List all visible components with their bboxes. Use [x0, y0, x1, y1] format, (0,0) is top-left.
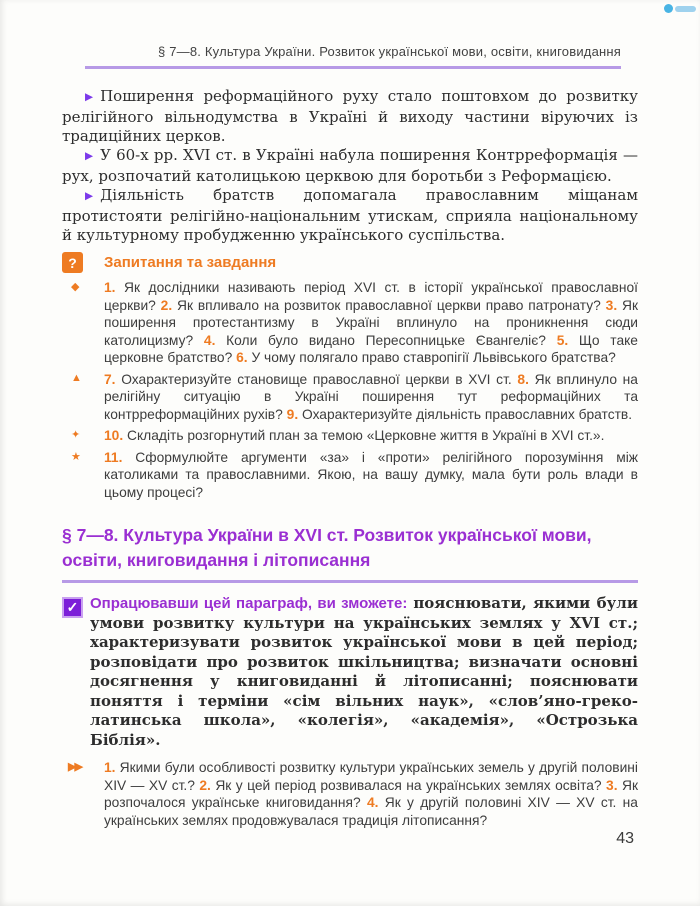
objectives-text: пояснювати, якими були умови розвитку культури на українських землях у XVI ст.; характеризувати розвиток української мови в цей період; розповідати про розвиток шкільництва; визначати основні досягнення у книговиданні й літописанні; пояснювати поняття і терміни «сім вільних наук», «слов’яно-греко-латинська школа», «колегія», «академія», «Острозька Біблія».	[90, 594, 638, 749]
paragraph-bullet-icon: ▶	[85, 91, 94, 103]
question-mark-icon	[62, 252, 83, 273]
check-glyph: ✓	[66, 599, 79, 616]
checkmark-icon	[62, 597, 83, 618]
question-number: 6.	[236, 350, 248, 365]
question-text: Як поширення протестантизму в Україні вплинуло на проникнення сюди католицизму?	[104, 297, 638, 348]
intro-paragraph	[62, 87, 638, 146]
question-badge-glyph: ?	[68, 254, 77, 271]
question-text: Як у другій половині XIV — XV ст. на українських землях продовжувалася традиція літописання?	[104, 795, 638, 828]
question-number: 11.	[104, 449, 123, 465]
question-text: Якими були особливості розвитку культури українських земель у другій половині XIV — XV ст.?	[104, 760, 638, 793]
question-text: Як дослідники називають період XVI ст. в історії української православної церкви?	[104, 280, 638, 313]
question-text: Як впливало на розвиток православної церкви право патронату?	[172, 297, 601, 313]
question-number: 7.	[104, 371, 116, 387]
question-list	[104, 449, 638, 502]
paragraph-bullet-icon: ▶	[85, 190, 94, 202]
question-list	[104, 279, 638, 367]
objectives-block	[62, 594, 638, 750]
double-arrow-icon: ▶▶	[68, 761, 81, 773]
question-group-knowledge	[62, 279, 638, 367]
question-group-plan	[62, 427, 638, 445]
question-number: 10.	[104, 428, 124, 443]
qa-section-heading: Запитання та завдання	[104, 254, 277, 271]
question-number: 3.	[605, 297, 618, 313]
question-text: Коли було видано Пересопницьке Євангеліє?	[215, 332, 546, 348]
question-number: 5.	[556, 332, 569, 348]
triangle-marker-icon: ▲	[71, 371, 82, 384]
question-number: 1.	[104, 760, 116, 775]
question-text: Охарактеризуйте становище православної церкви в XVI ст.	[115, 371, 512, 387]
question-number: 4.	[203, 332, 216, 348]
question-number: 9.	[286, 406, 299, 422]
question-number: 1.	[104, 280, 116, 295]
recall-questions-block	[62, 759, 638, 829]
section-title-rule	[62, 580, 638, 583]
watermark-circle-icon	[664, 4, 673, 13]
questions-section	[62, 253, 638, 501]
question-group-analysis	[62, 371, 638, 424]
watermark-text-bar	[675, 6, 696, 12]
question-text: Як у цей період розвивалася на українських землях освіта?	[210, 777, 602, 793]
question-number: 8.	[517, 371, 529, 387]
intro-paragraph	[62, 146, 638, 186]
paragraph-text: Діяльність братств допомагала православним міщанам протистояти релігійно-національним утискам, сприяла національному й культурному пробудженню українського суспільства.	[62, 186, 638, 244]
diamond-marker-icon: ◆	[71, 281, 80, 293]
qa-section-header	[62, 253, 638, 273]
question-number: 4.	[366, 795, 379, 810]
page-content	[0, 44, 700, 829]
paragraph-text: Поширення реформаційного руху стало поштовхом до розвитку релігійного вільнодумства в Україні й виходу частини віруючих із традиційних церков.	[62, 87, 638, 145]
paragraph-bullet-icon: ▶	[85, 150, 94, 162]
star-marker-icon: ★	[71, 450, 81, 463]
question-group-discussion	[62, 449, 638, 502]
question-text: Сформулюйте аргументи «за» і «проти» релігійного порозуміння між католиками та православними. Якою, на вашу думку, мала бути роль влади в цьому процесі?	[104, 449, 638, 500]
recall-question-list	[104, 759, 638, 829]
running-header	[85, 44, 621, 69]
question-text: Охарактеризуйте діяльність православних братств.	[298, 406, 633, 422]
question-text: У чому полягало право ставропігії Львівського братства?	[247, 350, 616, 365]
page-number: 43	[616, 830, 634, 847]
question-text: Як вплинуло на релігійну ситуацію в Україні поширення тут реформаційних та контрреформаційних рухів?	[104, 371, 638, 422]
four-point-star-marker-icon: ✦	[71, 429, 81, 441]
question-list	[104, 371, 638, 424]
publisher-watermark-logo	[664, 4, 696, 13]
question-text: Як розпочалося українське книговидання?	[104, 777, 638, 810]
objectives-lead: Опрацювавши цей параграф, ви зможете:	[90, 595, 408, 612]
question-text: Що таке церковне братство?	[104, 332, 638, 365]
question-number: 2.	[199, 777, 211, 793]
intro-section	[62, 87, 638, 245]
objectives-paragraph	[90, 594, 638, 750]
running-header-title: § 7—8. Культура України. Розвиток української мови, освіти, книговидання	[157, 44, 621, 59]
question-number: 2.	[160, 297, 173, 313]
section-title: § 7—8. Культура України в XVI ст. Розвиток української мови, освіти, книговидання і літописання	[62, 525, 592, 570]
intro-paragraph	[62, 186, 638, 245]
paragraph-text: У 60-х рр. XVI ст. в Україні набула поширення Контрреформація — рух, розпочатий католицькою церквою для боротьби з Реформацією.	[62, 146, 638, 185]
question-list	[104, 427, 638, 445]
question-number: 3.	[606, 777, 618, 793]
question-text: Складіть розгорнутий план за темою «Церковне життя в Україні в XVI ст.».	[123, 428, 605, 443]
